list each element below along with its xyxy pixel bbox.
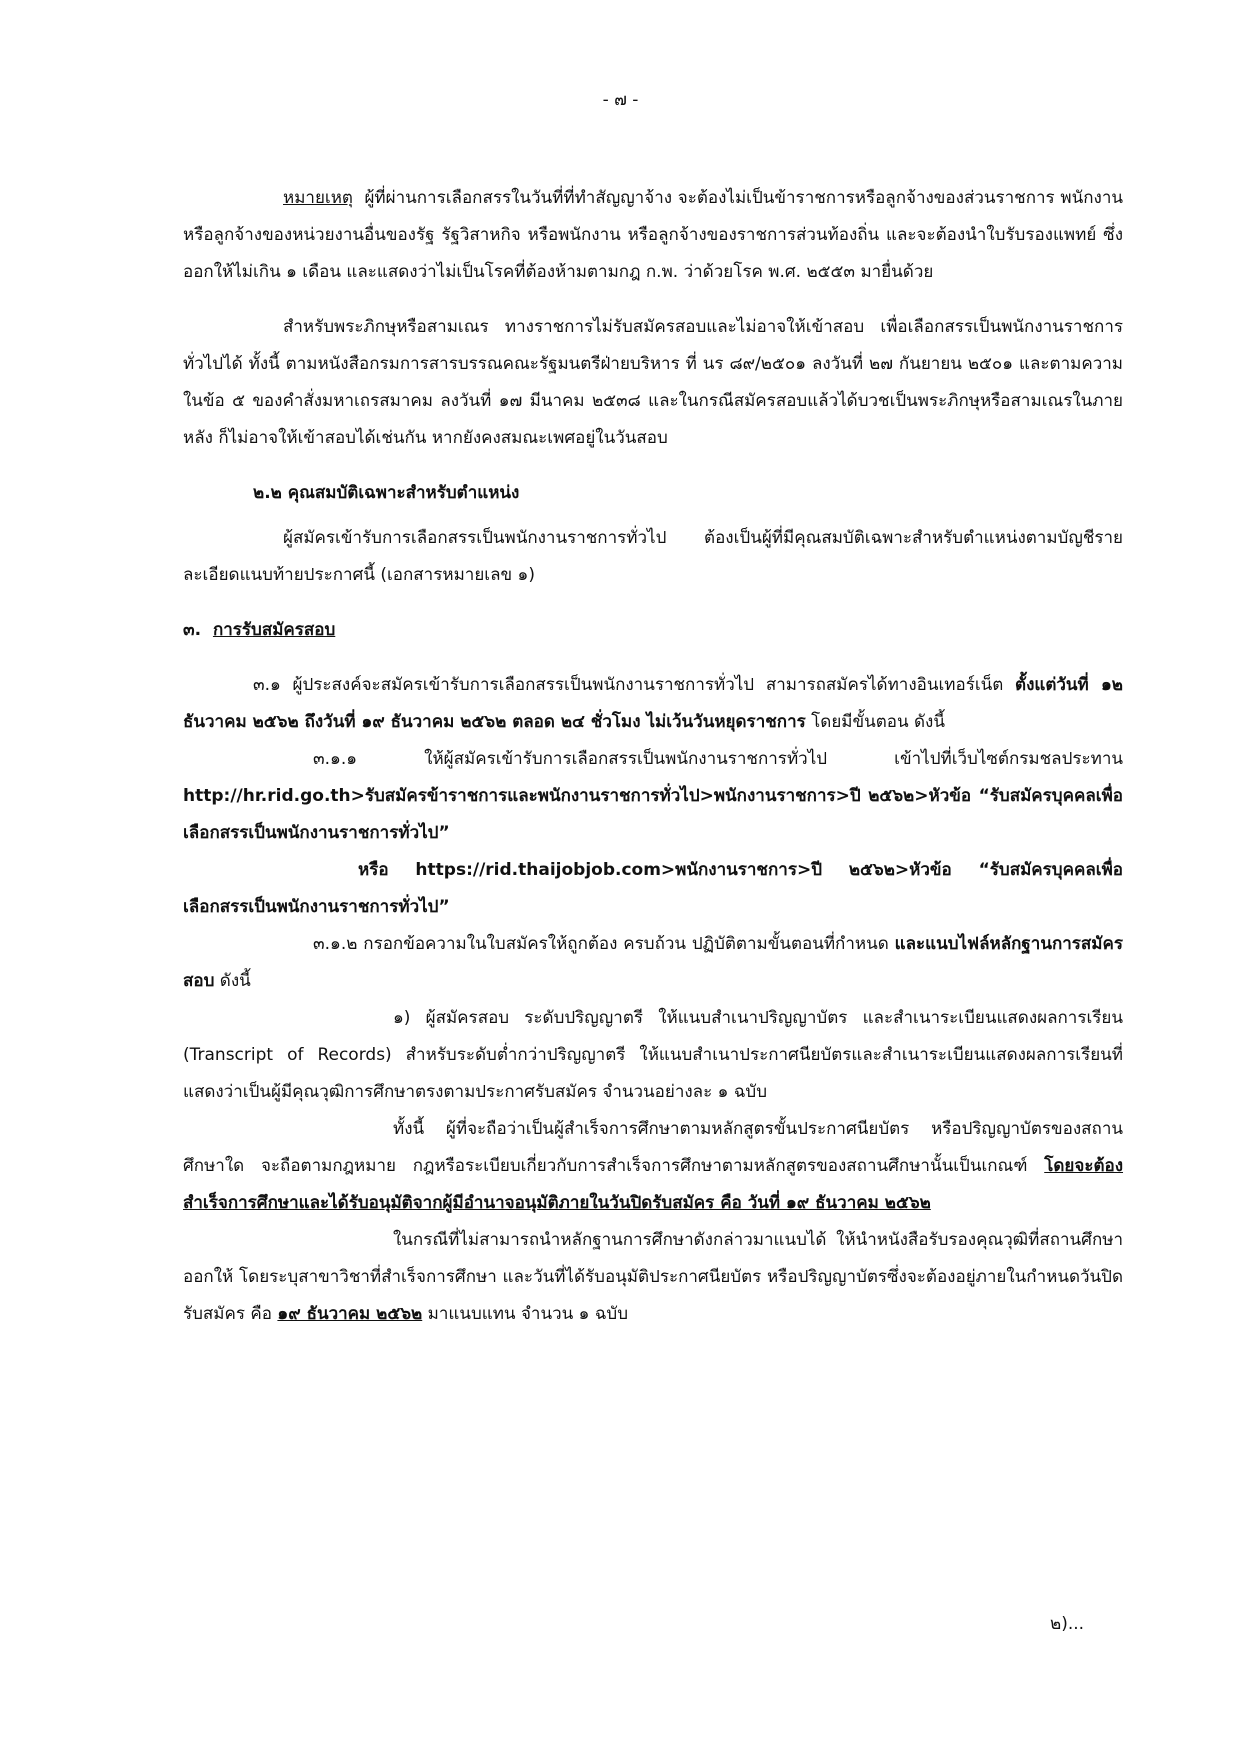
section-3-1-2-paragraph [183,926,1123,1000]
criteria-emphasis: โดยจะต้องสำเร็จการศึกษาและได้รับอนุมัติจากผู้มีอำนาจอนุมัติภายในวันปิดรับสมัคร คือ วันที่ ๑๙ ธันวาคม ๒๕๖๒ [183,1156,1124,1213]
section-2-2-heading: ๒.๒ คุณสมบัติเฉพาะสำหรับตำแหน่ง [253,483,520,503]
section-3-number: ๓. [183,620,202,640]
hr-rid-link[interactable]: http://hr.rid.go.th>รับสมัครข้าราชการและพนักงานราชการทั่วไป>พนักงานราชการ>ปี ๒๕๖๒>หัวข้อ “รับสมัครบุคคลเพื่อเลือกสรรเป็นพนักงานราชการทั่วไป” [183,786,1123,843]
section-2-2-text: ผู้สมัครเข้ารับการเลือกสรรเป็นพนักงานราชการทั่วไป ต้องเป็นผู้ที่มีคุณสมบัติเฉพาะสำหรับตำแหน่งตามบัญชีรายละเอียดแนบท้ายประกาศนี้ (เอกสารหมายเลข ๑) [183,528,1123,585]
page-number: - ๗ - [602,90,639,110]
substitute-date: ๑๙ ธันวาคม ๒๕๖๒ [277,1304,423,1324]
section-3-1-1-alt [183,852,1123,926]
section-3-1-1-paragraph [183,741,1123,852]
monk-paragraph: สำหรับพระภิกษุหรือสามเณร ทางราชการไม่รับสมัครสอบและไม่อาจให้เข้าสอบ เพื่อเลือกสรรเป็นพนักงานราชการทั่วไปได้ ทั้งนี้ ตามหนังสือกรมการสารบรรณคณะรัฐมนตรีฝ่ายบริหาร ที่ นร ๘๙/๒๕๐๑ ลงวันที่ ๒๗ กันยายน ๒๕๐๑ และตามความในข้อ ๕ ของคำสั่งมหาเถรสมาคม ลงวันที่ ๑๗ มีนาคม ๒๕๓๘ และในกรณีสมัครสอบแล้วได้บวชเป็นพระภิกษุหรือสามเณรในภายหลัง ก็ไม่อาจให้เข้าสอบได้เช่นกัน หากยังคงสมณะเพศอยู่ในวันสอบ [183,317,1123,448]
section-3-1-tail: โดยมีขั้นตอน ดังนี้ [811,712,945,732]
thaijobjob-link[interactable]: หรือ https://rid.thaijobjob.com>พนักงานราชการ>ปี ๒๕๖๒>หัวข้อ “รับสมัครบุคคลเพื่อเลือกสรรเป็นพนักงานราชการทั่วไป” [183,860,1123,917]
criteria-paragraph [183,1111,1123,1222]
section-3-1-period: ตั้งแต่วันที่ ๑๒ ธันวาคม ๒๕๖๒ ถึงวันที่ ๑๙ ธันวาคม ๒๕๖๒ ตลอด ๒๔ ชั่วโมง ไม่เว้นวันหยุดราชการ [183,675,1123,732]
document-body [183,180,1123,1333]
section-3-heading [183,612,1123,649]
criteria-text: ทั้งนี้ ผู้ที่จะถือว่าเป็นผู้สำเร็จการศึกษาตามหลักสูตรขั้นประกาศนียบัตร หรือปริญญาบัตรของสถานศึกษาใด จะถือตามกฎหมาย กฎหรือระเบียบเกี่ยวกับการสำเร็จการศึกษาตามหลักสูตรของสถานศึกษานั้นเป็นเกณฑ์ [183,1119,1123,1176]
section-3-1-paragraph [183,667,1123,741]
section-3-1-2-lead: ๓.๑.๒ กรอกข้อความในใบสมัครให้ถูกต้อง ครบถ้วน ปฏิบัติตามขั้นตอนที่กำหนด [313,934,889,954]
section-3-1-2-bold: และแนบไฟล์หลักฐานการสมัครสอบ [183,934,1124,991]
section-3-1-2-tail: ดังนี้ [219,971,251,991]
section-3-1-1-lead: ๓.๑.๑ ให้ผู้สมัครเข้ารับการเลือกสรรเป็นพนักงานราชการทั่วไป เข้าไปที่เว็บไซต์กรมชลประทาน [313,749,1123,769]
note-text: ผู้ที่ผ่านการเลือกสรรในวันที่ที่ทำสัญญาจ้าง จะต้องไม่เป็นข้าราชการหรือลูกจ้างของส่วนราชการ พนักงานหรือลูกจ้างของหน่วยงานอื่นของรัฐ รัฐวิสาหกิจ หรือพนักงาน หรือลูกจ้างของราชการส่วนท้องถิ่น และจะต้องนำใบรับรองแพทย์ ซึ่งออกให้ไม่เกิน ๑ เดือน และแสดงว่าไม่เป็นโรคที่ต้องห้ามตามกฎ ก.พ. ว่าด้วยโรค พ.ศ. ๒๕๕๓ มายื่นด้วย [183,188,1123,282]
item-1-paragraph: ๑) ผู้สมัครสอบ ระดับปริญญาตรี ให้แนบสำเนาปริญญาบัตร และสำเนาระเบียนแสดงผลการเรียน (Transcript of Records) สำหรับระดับต่ำกว่าปริญญาตรี ให้แนบสำเนาประกาศนียบัตรและสำเนาระเบียนแสดงผลการเรียนที่แสดงว่าเป็นผู้มีคุณวุฒิการศึกษาตรงตามประกาศรับสมัคร จำนวนอย่างละ ๑ ฉบับ [183,1008,1123,1102]
substitute-paragraph [183,1222,1123,1333]
section-3-1-lead: ๓.๑ ผู้ประสงค์จะสมัครเข้ารับการเลือกสรรเป็นพนักงานราชการทั่วไป สามารถสมัครได้ทางอินเทอร์เน็ต [253,675,1004,695]
substitute-lead: ในกรณีที่ไม่สามารถนำหลักฐานการศึกษาดังกล่าวมาแนบได้ ให้นำหนังสือรับรองคุณวุฒิที่สถานศึกษาออกให้ โดยระบุสาขาวิชาที่สำเร็จการศึกษา และวันที่ได้รับอนุมัติประกาศนียบัตร หรือปริญญาบัตรซึ่งจะต้องอยู่ภายในกำหนดวันปิดรับสมัคร คือ [183,1230,1123,1324]
note-label: หมายเหตุ [283,188,353,208]
section-3-title: การรับสมัครสอบ [212,620,336,640]
note-paragraph [183,180,1123,291]
continuation-marker: ๒)... [1050,1614,1085,1634]
substitute-tail: มาแนบแทน จำนวน ๑ ฉบับ [427,1304,629,1324]
